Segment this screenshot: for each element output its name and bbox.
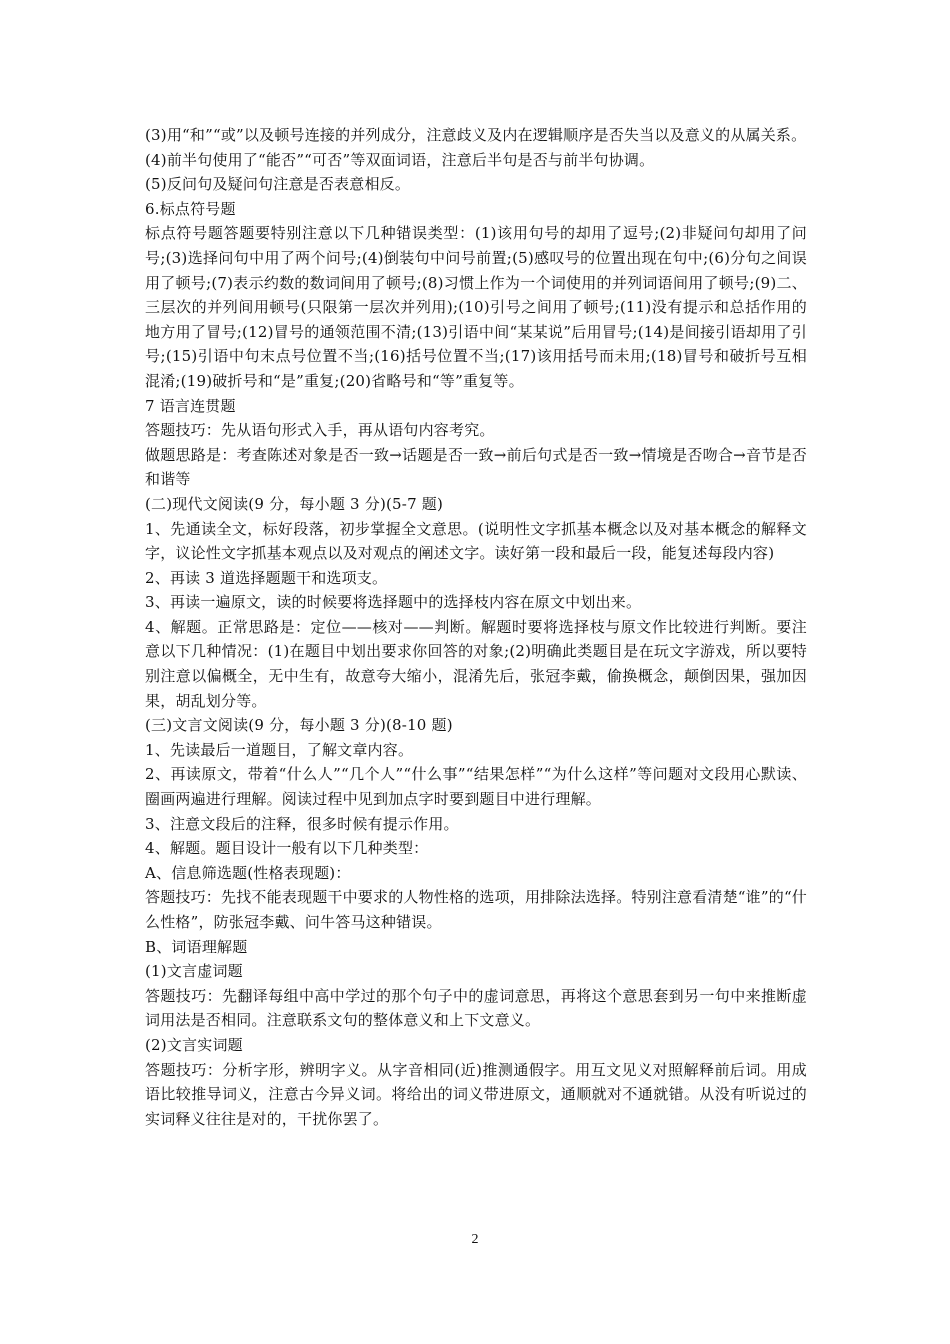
paragraph-function-words-tip: 答题技巧：先翻译每组中高中学过的那个句子中的虚词意思，再将这个意思套到另一句中来推断虚词用法是否相同。注意联系文句的整体意义和上下文意义。 (145, 986, 807, 1030)
subheading-function-words: (1)文言虚词题 (145, 962, 243, 981)
paragraph-modern-step-4: 4、解题。正常思路是：定位——核对——判断。解题时要将选择枝与原文作比较进行判断。要注意以下几种情况：(1)在题目中划出要求你回答的对象;(2)明确此类题目是在玩文字游戏，所以要特别注意以偏概全，无中生有，故意夸大缩小，混淆先后，张冠李戴，偷换概念，颠倒因果，强加因果，胡乱划分等。 (145, 617, 807, 710)
subheading-info-filter: A、信息筛选题(性格表现题)： (145, 863, 351, 882)
paragraph-content-words-tip: 答题技巧：分析字形，辨明字义。从字音相同(近)推测通假字。用互文见义对照解释前后词。用成语比较推导词义，注意古今异义词。将给出的词义带进原文，通顺就对不通就错。从没有听说过的实词释义往往是对的，干扰你罢了。 (145, 1060, 807, 1128)
section-heading-coherence: 7 语言连贯题 (145, 396, 236, 415)
section-heading-modern-reading: (二)现代文阅读(9 分，每小题 3 分)(5-7 题) (145, 494, 444, 513)
paragraph-modern-step-3: 3、再读一遍原文，读的时候要将选择题中的选择枝内容在原文中划出来。 (145, 593, 642, 612)
paragraph-classical-step-4: 4、解题。题目设计一般有以下几种类型： (145, 839, 429, 858)
paragraph-3: (5)反问句及疑问句注意是否表意相反。 (145, 175, 411, 194)
paragraph-modern-step-2: 2、再读 3 道选择题题干和选项支。 (145, 568, 388, 587)
subheading-content-words: (2)文言实词题 (145, 1035, 243, 1054)
page-number: 2 (471, 1232, 479, 1247)
section-heading-punctuation: 6.标点符号题 (145, 199, 236, 218)
paragraph-classical-step-1: 1、先读最后一道题目，了解文章内容。 (145, 740, 414, 759)
paragraph-punctuation-errors: 标点符号题答题要特别注意以下几种错误类型：(1)该用句号的却用了逗号;(2)非疑问句却用了问号;(3)选择问句中用了两个问号;(4)倒装句中问号前置;(5)感叹号的位置出现在句中;(6)分句之间误用了顿号;(7)表示约数的数词间用了顿号;(8)习惯上作为一个词使用的并列词语间用了顿号;(9)二、三层次的并列间用顿号(只限第一层次并列用);(10)引号之间用了顿号;(11)没有提示和总括作用的地方用了冒号;(12)冒号的通领范围不清;(13)引语中间“某某说”后用冒号;(14)是间接引语却用了引号;(15)引语中句末点号位置不当;(16)括号位置不当;(17)该用括号而未用;(18)冒号和破折号互相混淆;(19)破折号和“是”重复;(20)省略号和“等”重复等。 (145, 224, 807, 390)
document-body (145, 123, 807, 1131)
paragraph-modern-step-1: 1、先通读全文，标好段落，初步掌握全文意思。(说明性文字抓基本概念以及对基本概念的解释文字，议论性文字抓基本观点以及对观点的阐述文字。读好第一段和最后一段，能复述每段内容) (145, 519, 807, 563)
paragraph-coherence-tip: 答题技巧：先从语句形式入手，再从语句内容考究。 (145, 421, 495, 440)
paragraph-2: (4)前半句使用了“能否”“可否”等双面词语，注意后半句是否与前半句协调。 (145, 150, 655, 169)
paragraph-classical-step-2: 2、再读原文，带着“什么人”“几个人”“什么事”“结果怎样”“为什么这样”等问题对文段用心默读、圈画两遍进行理解。阅读过程中见到加点字时要到题目中进行理解。 (145, 765, 807, 809)
paragraph-1: (3)用“和”“或”以及顿号连接的并列成分，注意歧义及内在逻辑顺序是否失当以及意义的从属关系。 (145, 126, 807, 144)
paragraph-classical-step-3: 3、注意文段后的注释，很多时候有提示作用。 (145, 814, 459, 833)
section-heading-classical-reading: (三)文言文阅读(9 分，每小题 3 分)(8-10 题) (145, 716, 453, 735)
paragraph-info-filter-tip: 答题技巧：先找不能表现题干中要求的人物性格的选项，用排除法选择。特别注意看清楚“谁”的“什么性格”，防张冠李戴、问牛答马这种错误。 (145, 888, 808, 931)
subheading-word-understanding: B、词语理解题 (145, 937, 248, 956)
paragraph-coherence-approach: 做题思路是：考查陈述对象是否一致→话题是否一致→前后句式是否一致→情境是否吻合→音节是否和谐等 (145, 445, 807, 489)
